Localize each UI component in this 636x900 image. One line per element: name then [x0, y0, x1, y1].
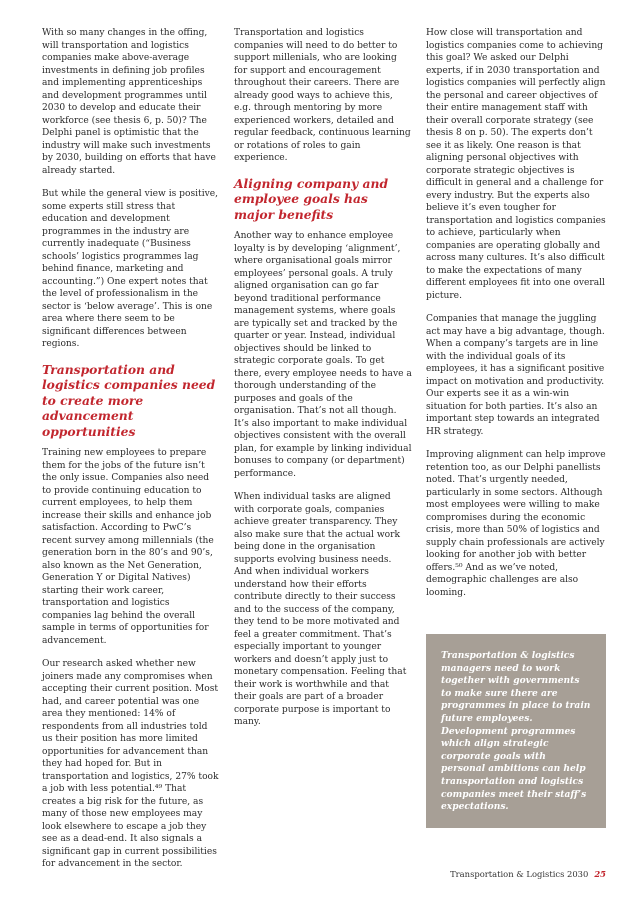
body-paragraph: But while the general view is positive, some experts still stress that education and development programmes in the industry are currently inadequate (“Business schools’ logistics programmes lag behind finance, marketing and accounting.”) One expert notes that the level of professionalism in the sector is ‘below average’. This is one area where there seem to be significant differences between regions.	[42, 189, 219, 349]
page-number: 25	[594, 869, 606, 879]
footer-title: Transportation & Logistics 2030	[450, 869, 589, 879]
callout-box	[426, 634, 606, 828]
page-footer	[450, 869, 606, 879]
body-paragraph: Companies that manage the juggling act may have a big advantage, though. When a company’s targets are in line with the individual goals of its employees, it has a significant positive impact on motivation and productivity. Our experts see it as a win-win situation for both parties. It’s also an important step towards an integrated HR strategy.	[426, 314, 605, 437]
body-paragraph: Improving alignment can help improve retention too, as our Delphi panellists noted. That’s urgently needed, particularly in some sectors. Although most employees were willing to make compromises during the economic crisis, more than 50% of logistics and supply chain professionals are actively looking for another job with better offers.⁵⁰ And as we’ve noted, demographic challenges are also looming.	[426, 450, 606, 598]
section-heading: Aligning company and employee goals has major benefits	[234, 175, 389, 222]
body-paragraph: Another way to enhance employee loyalty is by developing ‘alignment’, where organisational goals mirror employees’ personal goals. A truly aligned organisation can go far beyond traditional performance management systems, where goals are typically set and tracked by the quarter or year. Instead, individual objectives should be linked to strategic corporate goals. To get there, every employee needs to have a thorough understanding of the purposes and goals of the organisation. That’s not all though. It’s also important to make individual objectives consistent with the overall plan, for example by linking individual bonuses to company (or department) performance.	[234, 231, 412, 479]
body-paragraph: Training new employees to prepare them for the jobs of the future isn’t the only issue. Companies also need to provide continuing education to current employees, to help them increase their skills and enhance job satisfaction. According to PwC’s recent survey among millennials (the generation born in the 80’s and 90’s, also known as the Net Generation, Generation Y or Digital Natives) starting their work career, transportation and logistics companies lag behind the overall sample in terms of opportunities for advancement.	[42, 448, 214, 646]
text-column-3	[426, 27, 608, 610]
body-paragraph: Our research asked whether new joiners made any compromises when accepting their current position. Most had, and career potential was one area they mentioned: 14% of respondents from all industries told us their position has more limited opportunities for advancement than they had hoped for. But in transportation and logistics, 27% took a job with less potential.⁴⁹ That creates a big risk for the future, as many of those new employees may look elsewhere to escape a job they see as a dead-end. It also signals a significant gap in current possibilities for advancement in the sector.	[42, 659, 219, 869]
body-paragraph: Transportation and logistics companies will need to do better to support millenials, who are looking for support and encouragement throughout their careers. There are already good ways to achieve this, e.g. through mentoring by more experienced workers, detailed and regular feedback, continuous learning or rotations of roles to gain experience.	[234, 28, 411, 163]
body-paragraph: When individual tasks are aligned with corporate goals, companies achieve greater transparency. They also make sure that the actual work being done in the organisation supports evolving business needs. And when individual workers understand how their efforts contribute directly to their success and to the success of the company, they tend to be more motivated and feel a greater commitment. That’s especially important to younger workers and doesn’t apply just to monetary compensation. Feeling that their work is worthwhile and that their goals are part of a broader corporate purpose is important to many.	[234, 492, 407, 727]
section-heading: Transportation and logistics companies need to create more advancement opportunities	[42, 361, 216, 439]
body-paragraph: With so many changes in the offing, will transportation and logistics companies make above-average investments in defining job profiles and implementing apprenticeships and development programmes until 2030 to develop and educate their workforce (see thesis 6, p. 50)? The Delphi panel is optimistic that the industry will make such investments by 2030, building on efforts that have already started.	[42, 28, 216, 176]
callout-text: Transportation & logistics managers need to work together with governments to make sure there are programmes in place to train future employees. Development programmes which align strategic corporate goals with personal ambitions can help transportation and logistics companies meet their staff’s expectations.	[441, 650, 591, 813]
text-column-2	[234, 27, 412, 740]
text-column-1	[42, 27, 220, 882]
body-paragraph: How close will transportation and logistics companies come to achieving this goal? We asked our Delphi experts, if in 2030 transportation and logistics companies will perfectly align the personal and career objectives of their entire management staff with their overall corporate strategy (see thesis 8 on p. 50). The experts don’t see it as likely. One reason is that aligning personal objectives with corporate strategic objectives is difficult in general and a challenge for every industry. But the experts also believe it’s even tougher for transportation and logistics companies to achieve, particularly when companies are operating globally and across many cultures. It’s also difficult to make the expectations of many different employees fit into one overall picture.	[426, 28, 606, 301]
